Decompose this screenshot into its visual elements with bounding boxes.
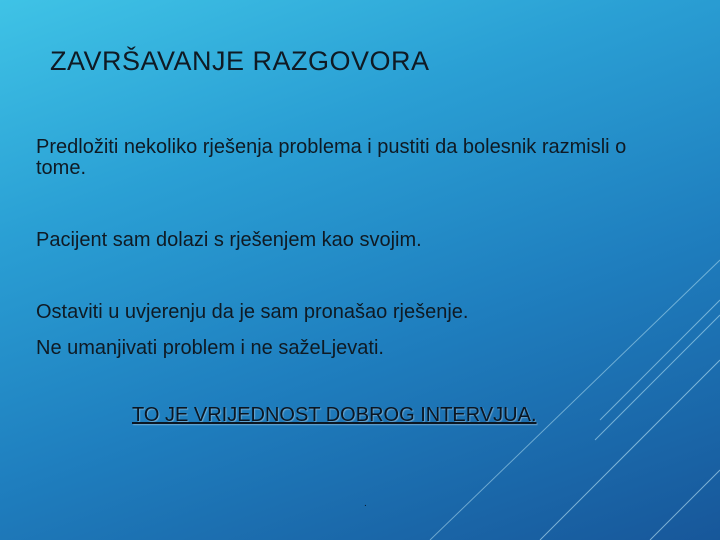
- deco-line-5: [650, 470, 720, 540]
- deco-line-1: [430, 260, 720, 540]
- conclusion-text: TO JE VRIJEDNOST DOBROG INTERVJUA.: [132, 404, 537, 426]
- deco-line-4: [540, 360, 720, 540]
- paragraph-4: Ne umanjivati problem i ne sažeLjevati.: [36, 337, 384, 359]
- paragraph-2: Pacijent sam dolazi s rješenjem kao svojim.: [36, 229, 422, 251]
- paragraph-3: Ostaviti u uvjerenju da je sam pronašao rješenje.: [36, 301, 469, 323]
- footer-mark: .: [364, 498, 367, 509]
- slide-title: ZAVRŠAVANJE RAZGOVORA: [50, 46, 430, 76]
- paragraph-1: Predložiti nekoliko rješenja problema i pustiti da bolesnik razmisli o tome.: [36, 136, 627, 179]
- deco-line-3: [595, 315, 720, 440]
